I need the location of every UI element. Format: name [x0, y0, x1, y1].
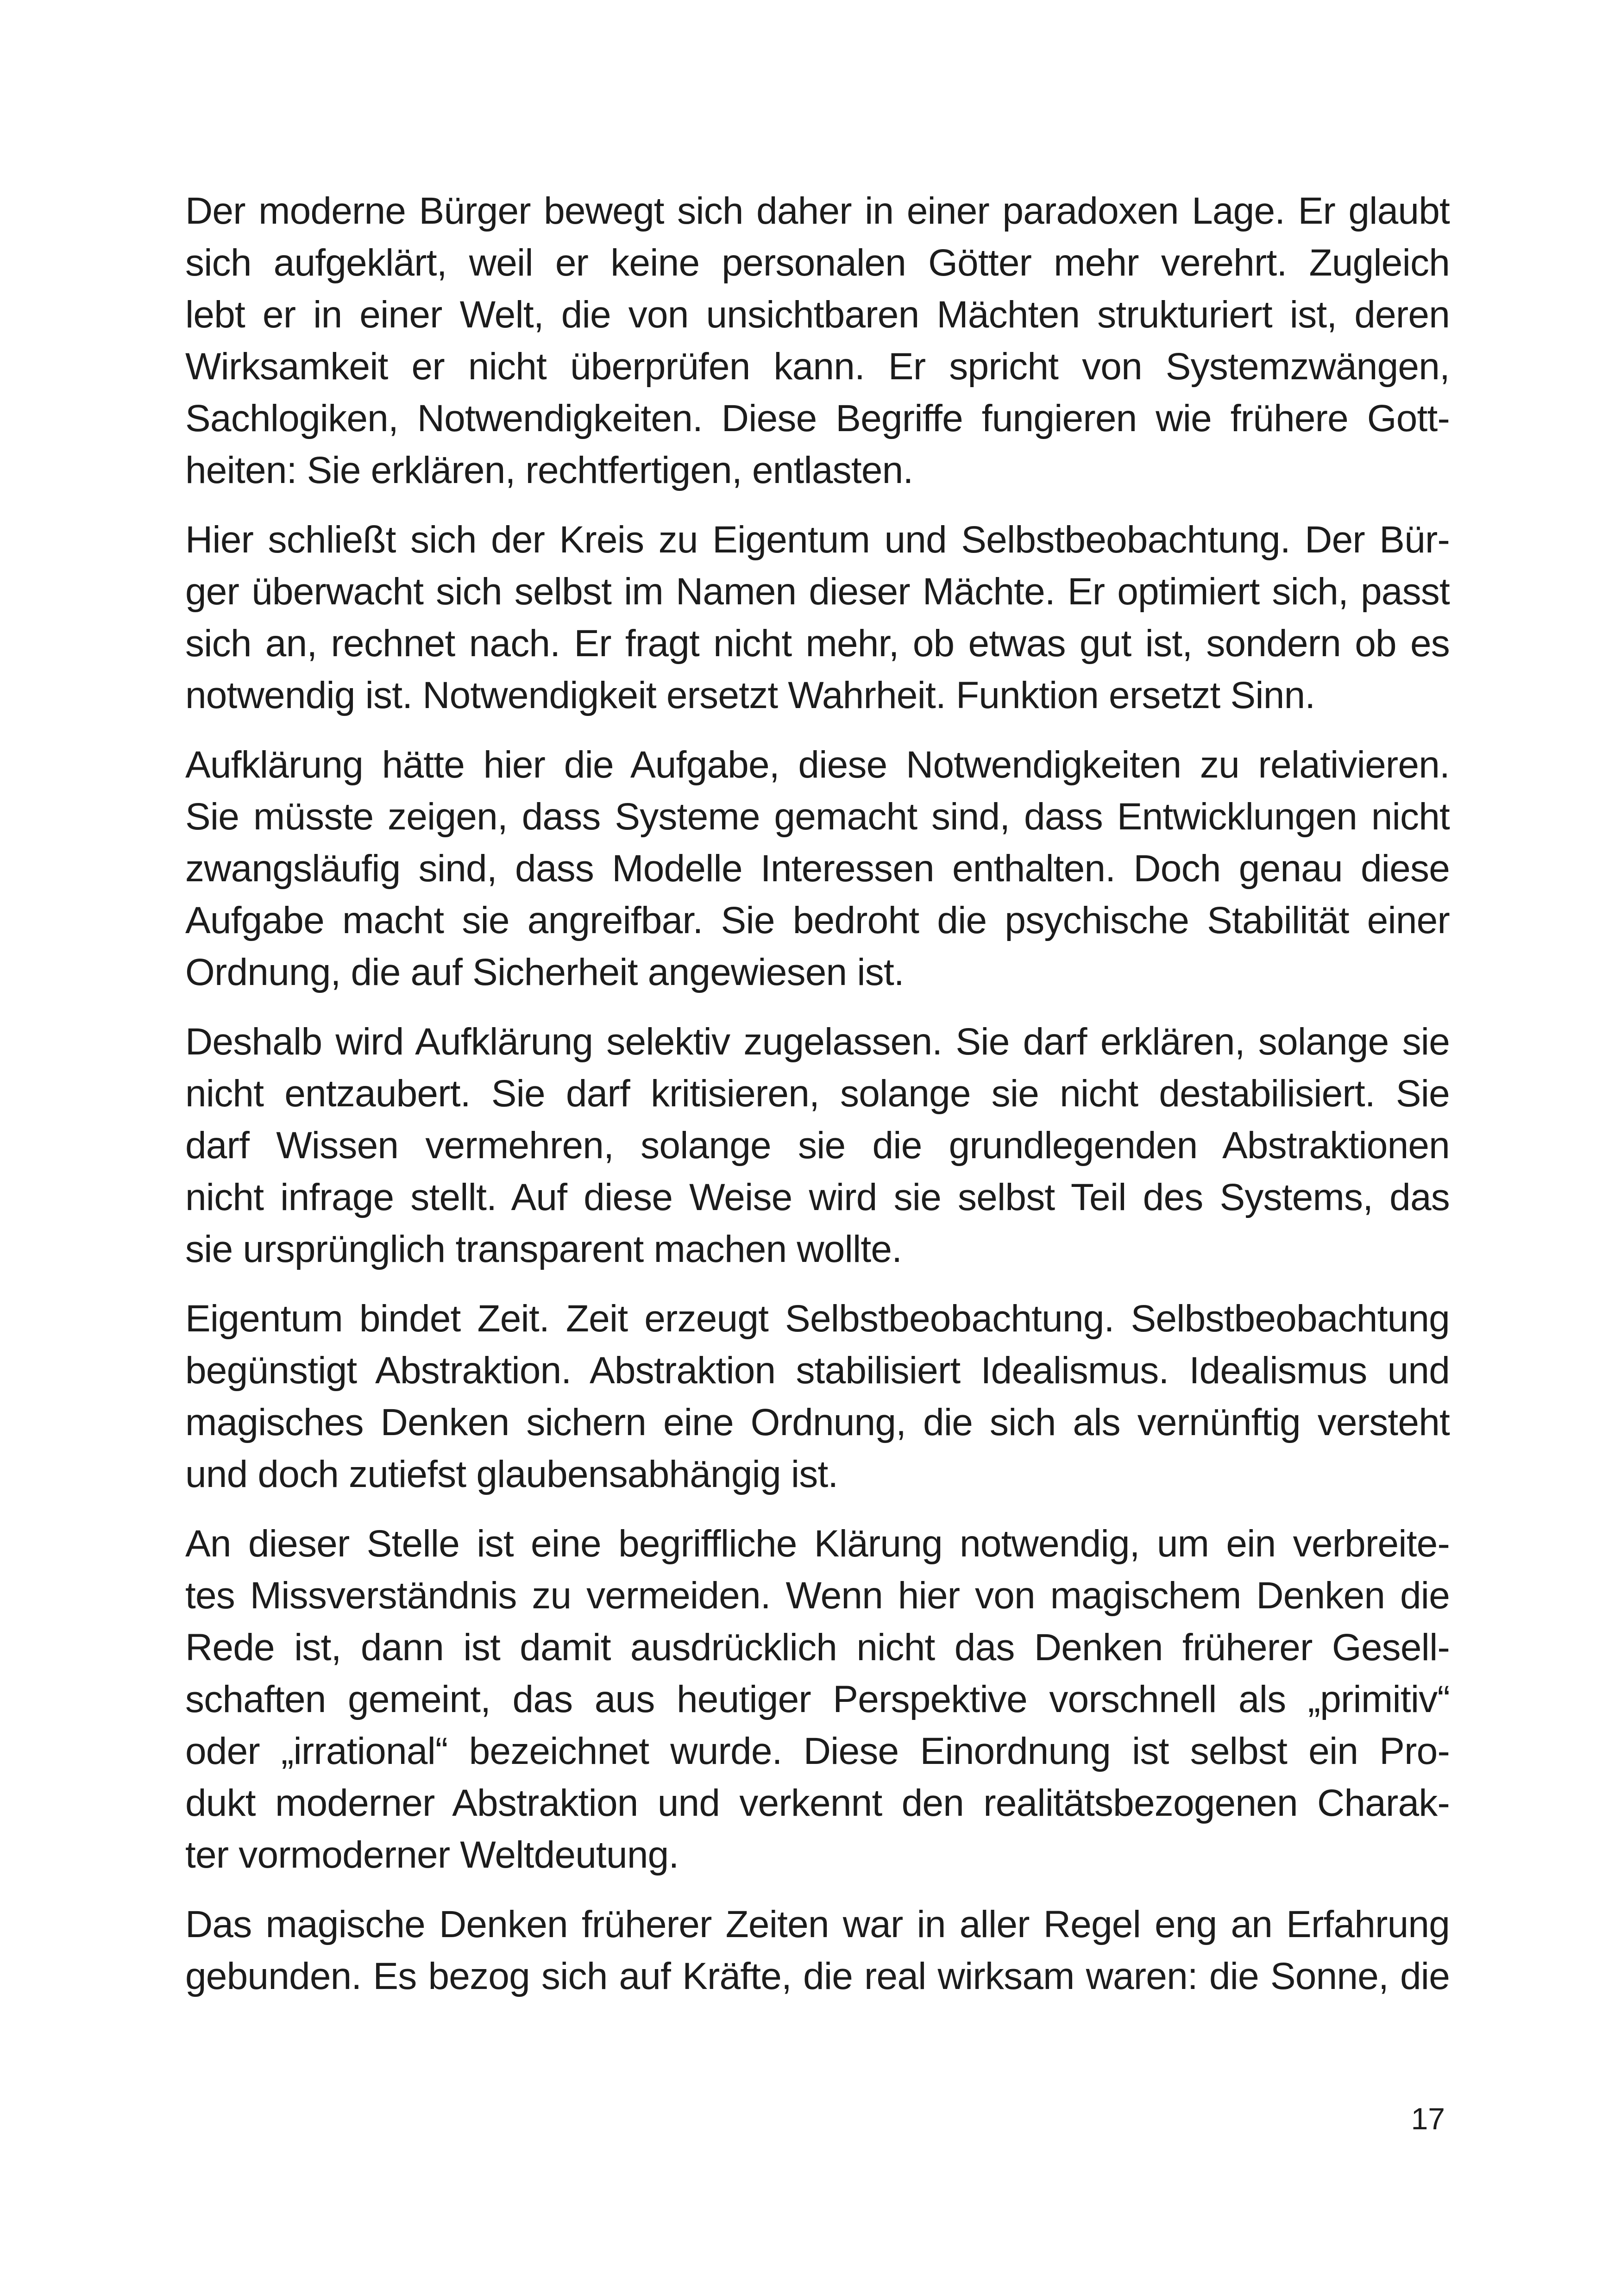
- paragraph-7: [185, 1899, 1450, 2002]
- paragraph-1: [185, 185, 1450, 496]
- text-line: Wirksamkeit er nicht überprüfen kann. Er spricht von Systemzwängen,: [185, 345, 1450, 388]
- paragraph-5: [185, 1293, 1450, 1500]
- text-line: notwendig ist. Notwendigkeit ersetzt Wahrheit. Funktion ersetzt Sinn.: [185, 674, 1315, 716]
- text-line: sich an, rechnet nach. Er fragt nicht mehr, ob etwas gut ist, sondern ob es: [185, 622, 1450, 665]
- text-line: gebunden. Es bezog sich auf Kräfte, die real wirksam waren: die Sonne, die: [185, 1955, 1450, 1997]
- text-line: Aufklärung hätte hier die Aufgabe, diese Notwendigkeiten zu relativieren.: [185, 744, 1450, 786]
- text-line: nicht entzaubert. Sie darf kritisieren, solange sie nicht destabilisiert. Sie: [185, 1073, 1450, 1115]
- text-line: Sachlogiken, Notwendigkeiten. Diese Begriffe fungieren wie frühere Gott-: [185, 397, 1450, 439]
- text-line: Eigentum bindet Zeit. Zeit erzeugt Selbstbeobachtung. Selbstbeobachtung: [185, 1298, 1450, 1340]
- text-line: An dieser Stelle ist eine begriffliche Klärung notwendig, um ein verbreite-: [185, 1523, 1450, 1565]
- text-line: Der moderne Bürger bewegt sich daher in einer paradoxen Lage. Er glaubt: [185, 190, 1450, 232]
- paragraph-6: [185, 1518, 1450, 1881]
- text-line: magisches Denken sichern eine Ordnung, die sich als vernünftig versteht: [185, 1401, 1450, 1443]
- body-text: [185, 185, 1450, 2020]
- text-line: Aufgabe macht sie angreifbar. Sie bedroht die psychische Stabilität einer: [185, 899, 1450, 941]
- text-line: sich aufgeklärt, weil er keine personalen Götter mehr verehrt. Zugleich: [185, 242, 1450, 284]
- text-line: zwangsläufig sind, dass Modelle Interessen enthalten. Doch genau diese: [185, 847, 1450, 890]
- text-line: Ordnung, die auf Sicherheit angewiesen ist.: [185, 951, 904, 993]
- text-line: Sie müsste zeigen, dass Systeme gemacht sind, dass Entwicklungen nicht: [185, 796, 1450, 838]
- text-line: ger überwacht sich selbst im Namen dieser Mächte. Er optimiert sich, passt: [185, 571, 1450, 613]
- text-line: Das magische Denken früherer Zeiten war in aller Regel eng an Erfahrung: [185, 1903, 1450, 1945]
- paragraph-4: [185, 1016, 1450, 1275]
- paragraph-3: [185, 739, 1450, 998]
- text-line: oder „irrational“ bezeichnet wurde. Diese Einordnung ist selbst ein Pro-: [185, 1730, 1450, 1772]
- paragraph-2: [185, 514, 1450, 721]
- text-line: dukt moderner Abstraktion und verkennt den realitätsbezogenen Charak-: [185, 1782, 1450, 1824]
- text-line: schaften gemeint, das aus heutiger Perspektive vorschnell als „primitiv“: [185, 1678, 1450, 1720]
- text-line: Hier schließt sich der Kreis zu Eigentum und Selbstbeobachtung. Der Bür-: [185, 519, 1450, 561]
- text-line: sie ursprünglich transparent machen wollte.: [185, 1228, 902, 1270]
- text-line: begünstigt Abstraktion. Abstraktion stabilisiert Idealismus. Idealismus und: [185, 1349, 1450, 1392]
- text-line: lebt er in einer Welt, die von unsichtbaren Mächten strukturiert ist, deren: [185, 294, 1450, 336]
- page-number: 17: [1411, 2102, 1445, 2136]
- text-line: Deshalb wird Aufklärung selektiv zugelassen. Sie darf erklären, solange sie: [185, 1021, 1450, 1063]
- text-line: tes Missverständnis zu vermeiden. Wenn hier von magischem Denken die: [185, 1575, 1450, 1617]
- text-line: heiten: Sie erklären, rechtfertigen, entlasten.: [185, 449, 913, 491]
- text-line: Rede ist, dann ist damit ausdrücklich nicht das Denken früherer Gesell-: [185, 1626, 1450, 1669]
- text-line: und doch zutiefst glaubensabhängig ist.: [185, 1453, 838, 1495]
- text-line: darf Wissen vermehren, solange sie die grundlegenden Abstraktionen: [185, 1124, 1450, 1167]
- text-line: nicht infrage stellt. Auf diese Weise wird sie selbst Teil des Systems, das: [185, 1176, 1450, 1218]
- text-line: ter vormoderner Weltdeutung.: [185, 1834, 679, 1876]
